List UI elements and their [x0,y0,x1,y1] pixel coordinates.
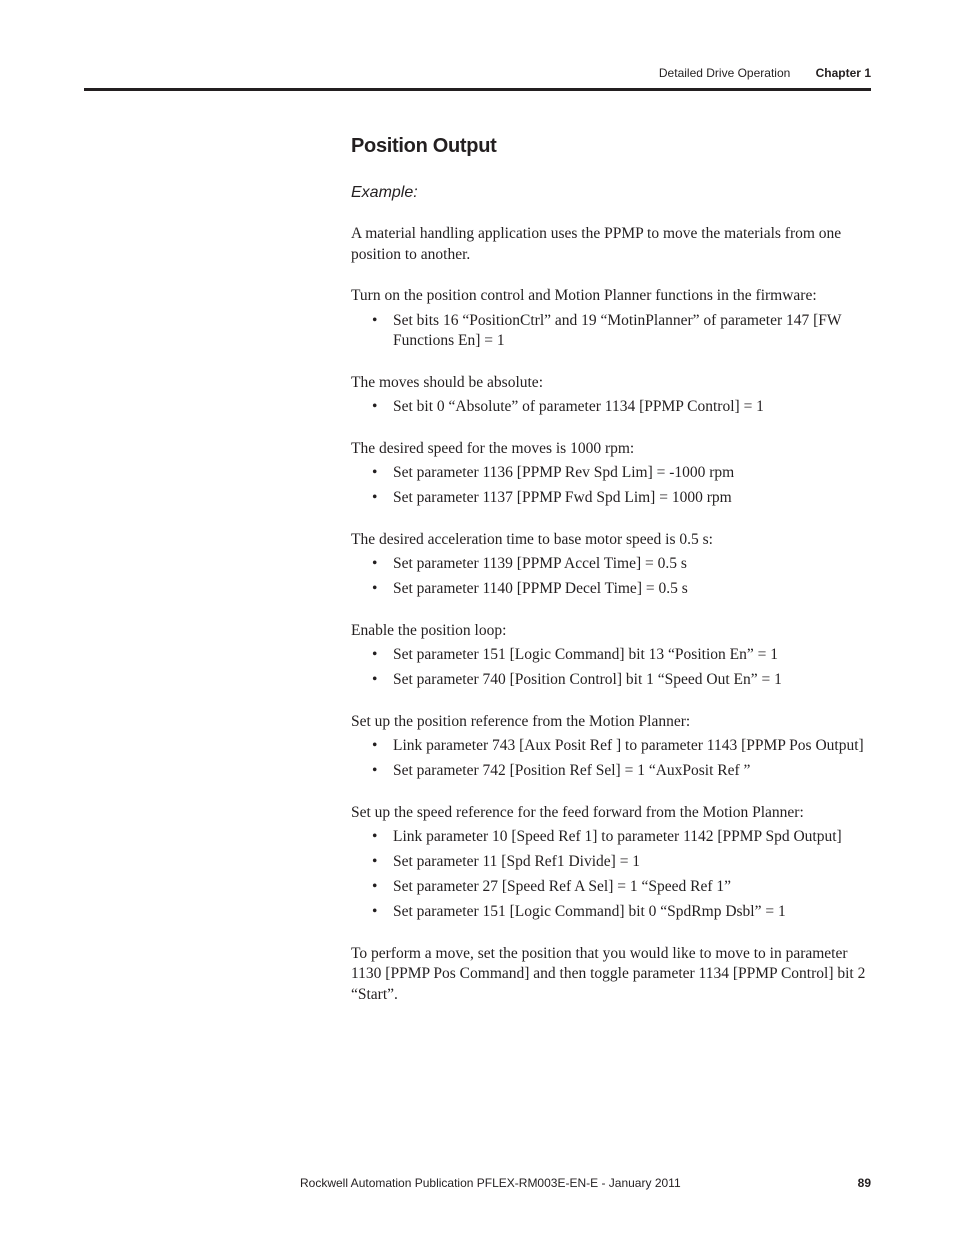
body-text [351,224,873,1005]
list-item-text: Set parameter 1137 [PPMP Fwd Spd Lim] = 1000 rpm [393,489,732,506]
list-item-text: Set parameter 151 [Logic Command] bit 13 “Position En” = 1 [393,646,778,663]
bullet-icon: • [372,903,378,920]
section-title: Position Output [351,135,497,157]
list-item-text: Set parameter 1139 [PPMP Accel Time] = 0.5 s [393,555,687,572]
list-item-text: Set parameter 151 [Logic Command] bit 0 “SpdRmp Dsbl” = 1 [393,903,786,920]
bullet-icon: • [372,828,378,845]
list-item-text: Link parameter 743 [Aux Posit Ref ] to parameter 1143 [PPMP Pos Output] [393,737,864,754]
bullet-icon: • [372,853,378,870]
list-item [351,645,873,666]
list-item [351,761,873,782]
content-block [351,373,873,418]
bullet-icon: • [372,737,378,754]
list-item [351,827,873,848]
bullet-icon: • [372,464,378,481]
list-item-text: Set parameter 11 [Spd Ref1 Divide] = 1 [393,853,641,870]
list-item [351,902,873,923]
list-item [351,488,873,509]
paragraph: Turn on the position control and Motion Planner functions in the firmware: [351,287,817,304]
bullet-icon: • [372,671,378,688]
content-block [351,439,873,509]
content-block [351,712,873,782]
example-label: Example: [351,184,418,201]
header-chapter-label: Chapter 1 [815,66,871,80]
list-item-text: Set parameter 1136 [PPMP Rev Spd Lim] = -1000 rpm [393,464,735,481]
list-item [351,311,873,352]
content-block [351,803,873,923]
bullet-list [351,463,873,509]
main-content [351,133,873,1005]
bullet-icon: • [372,398,378,415]
bullet-list [351,736,873,782]
paragraph: The desired acceleration time to base motor speed is 0.5 s: [351,530,713,548]
paragraph: Set up the speed reference for the feed forward from the Motion Planner: [351,803,804,821]
header-rule [84,88,871,91]
header-section-title: Detailed Drive Operation [658,66,791,80]
list-item [351,397,873,418]
list-item-text: Set parameter 27 [Speed Ref A Sel] = 1 “Speed Ref 1” [393,878,732,895]
paragraph: The desired speed for the moves is 1000 rpm: [351,439,635,457]
bullet-icon: • [372,555,378,572]
bullet-list [351,311,873,352]
running-header [659,66,871,80]
list-item-text: Link parameter 10 [Speed Ref 1] to parameter 1142 [PPMP Spd Output] [393,828,842,845]
list-item [351,579,873,600]
list-item-text: Set bit 0 “Absolute” of parameter 1134 [PPMP Control] = 1 [393,398,764,415]
list-item [351,554,873,575]
list-item-text: Set parameter 1140 [PPMP Decel Time] = 0.5 s [393,580,688,597]
bullet-list [351,397,873,418]
bullet-icon: • [372,311,378,329]
content-block [351,224,873,265]
list-item [351,670,873,691]
list-item [351,736,873,757]
bullet-icon: • [372,489,378,506]
list-item-text: Set bits 16 “PositionCtrl” and 19 “MotinPlanner” of parameter 147 [FW Functions En] = 1 [393,311,842,349]
paragraph: Set up the position reference from the Motion Planner: [351,712,691,730]
page-number: 89 [857,1176,871,1190]
footer-publication: Rockwell Automation Publication PFLEX-RM003E-EN-E - January 2011 [300,1176,681,1190]
bullet-list [351,645,873,691]
content-block [351,944,873,1006]
list-item [351,463,873,484]
paragraph: Enable the position loop: [351,621,507,639]
paragraph: To perform a move, set the position that you would like to move to in parameter 1130 [PPMP Pos Command] and then toggle parameter 1134 [PPMP Control] bit 2 “Start”. [351,944,866,1003]
bullet-list [351,827,873,923]
content-block [351,530,873,600]
bullet-icon: • [372,646,378,663]
list-item [351,852,873,873]
paragraph: The moves should be absolute: [351,373,543,391]
content-block [351,621,873,691]
list-item-text: Set parameter 742 [Position Ref Sel] = 1 “AuxPosit Ref ” [393,762,751,779]
list-item [351,877,873,898]
content-block [351,286,873,352]
bullet-icon: • [372,580,378,597]
bullet-list [351,554,873,600]
bullet-icon: • [372,878,378,895]
bullet-icon: • [372,762,378,779]
list-item-text: Set parameter 740 [Position Control] bit 1 “Speed Out En” = 1 [393,671,782,688]
paragraph: A material handling application uses the PPMP to move the materials from one position to another. [351,225,842,263]
